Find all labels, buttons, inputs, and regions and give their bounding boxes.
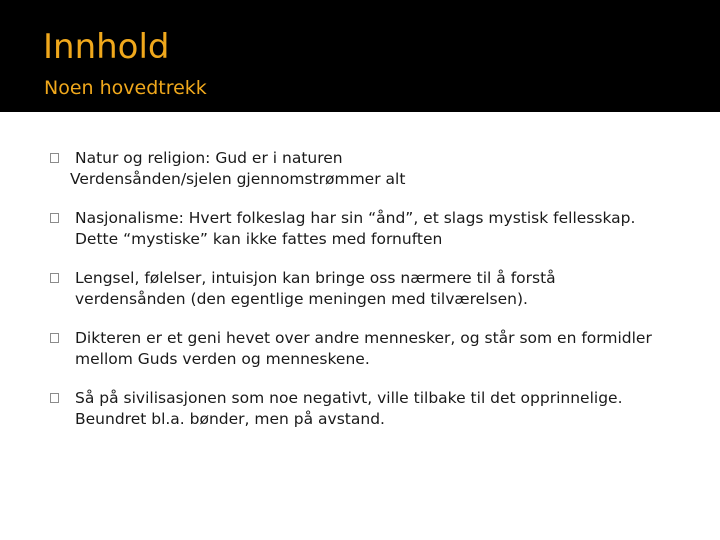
list-item-line: verdensånden (den egentlige meningen med tilværelsen).: [75, 290, 528, 308]
bullet-list: [50, 148, 710, 448]
slide-title: Innhold: [43, 27, 170, 67]
list-item: [50, 148, 710, 190]
list-item-line: Verdensånden/sjelen gjennomstrømmer alt: [70, 170, 406, 188]
list-item-line: Dette “mystiske” kan ikke fattes med fornuften: [75, 230, 443, 248]
list-item: [50, 208, 710, 250]
list-item: [50, 328, 710, 370]
slide-subtitle: Noen hovedtrekk: [44, 77, 207, 99]
list-item-line: Nasjonalisme: Hvert folkeslag har sin “ånd”, et slags mystisk fellesskap.: [75, 209, 636, 227]
list-item-line: Dikteren er et geni hevet over andre mennesker, og står som en formidler: [75, 329, 652, 347]
title-bar: [0, 0, 720, 112]
square-bullet-icon: [50, 213, 59, 223]
list-item-line: Natur og religion: Gud er i naturen: [75, 149, 343, 167]
list-item: [50, 268, 710, 310]
square-bullet-icon: [50, 273, 59, 283]
square-bullet-icon: [50, 153, 59, 163]
list-item-line: mellom Guds verden og menneskene.: [75, 350, 370, 368]
list-item: [50, 388, 710, 430]
square-bullet-icon: [50, 333, 59, 343]
list-item-line: Lengsel, følelser, intuisjon kan bringe oss nærmere til å forstå: [75, 269, 556, 287]
square-bullet-icon: [50, 393, 59, 403]
list-item-line: Så på sivilisasjonen som noe negativt, ville tilbake til det opprinnelige.: [75, 389, 623, 407]
list-item-line: Beundret bl.a. bønder, men på avstand.: [75, 410, 385, 428]
